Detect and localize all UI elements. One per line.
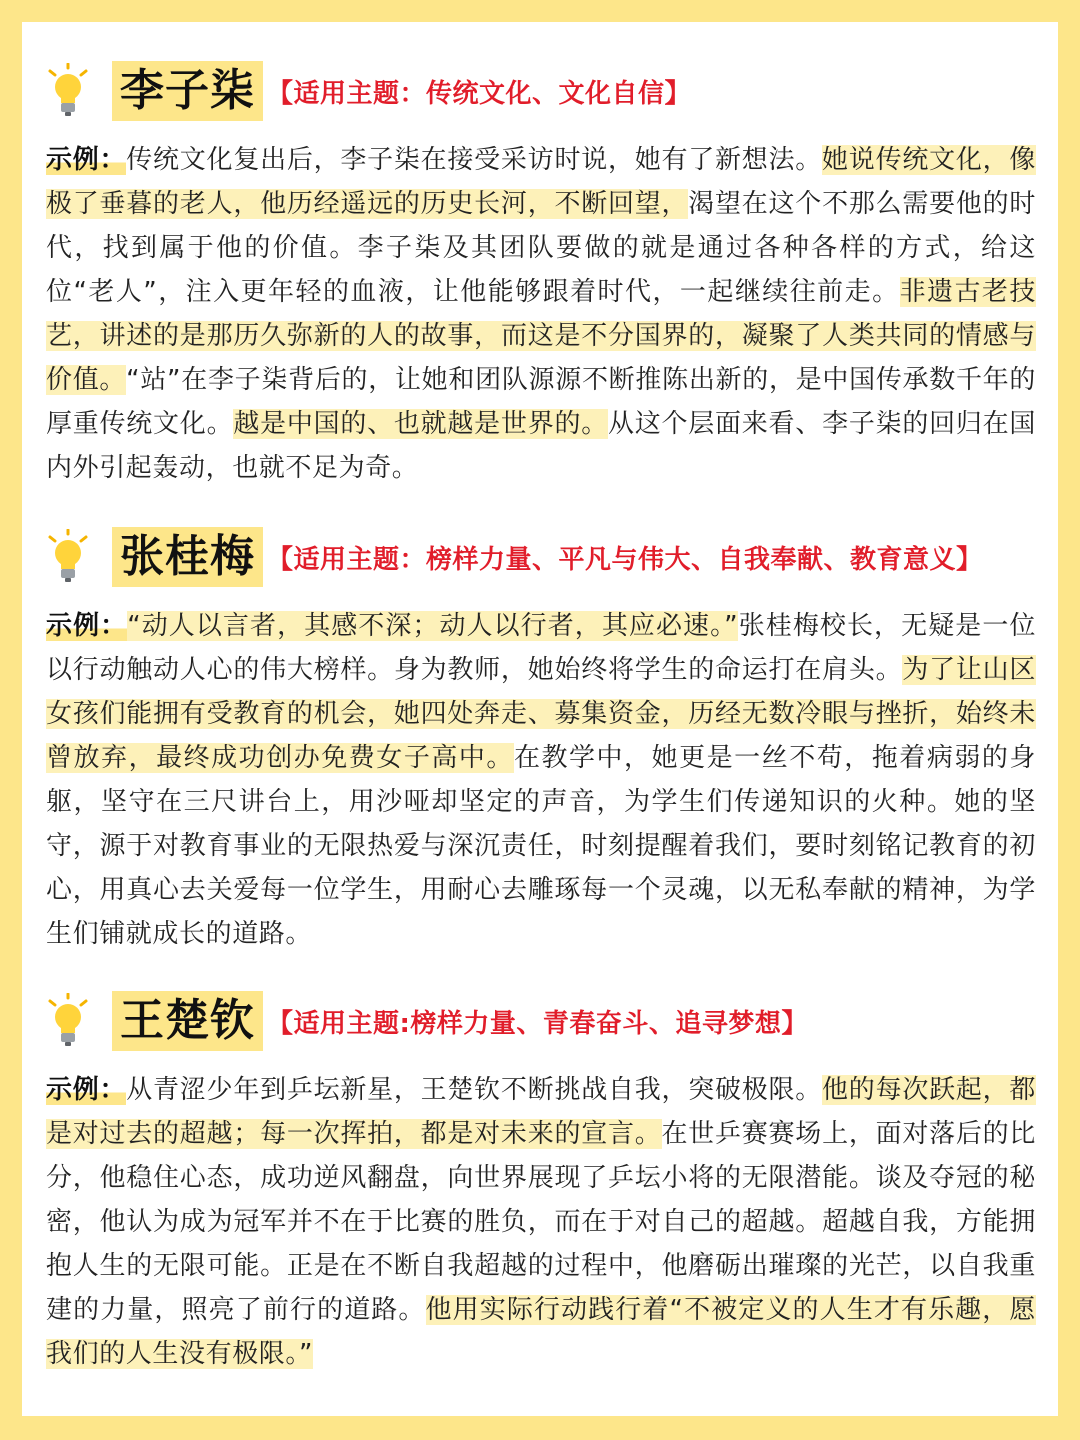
section-header bbox=[46, 58, 1036, 124]
person-name: 李子柒 bbox=[112, 61, 263, 121]
section-1 bbox=[46, 58, 1036, 490]
lightbulb-icon bbox=[46, 529, 90, 585]
text-segment: 从这个层面来看、李子柒的回归在国内外引起轰动，也就不足为奇。 bbox=[46, 409, 1036, 483]
text-segment: 从青涩少年到乒坛新星，王楚钦不断挑战自我，突破极限。 bbox=[126, 1075, 823, 1105]
example-paragraph bbox=[46, 1068, 1036, 1376]
highlighted-segment: 他的每次跃起，都是对过去的超越；每一次挥拍，都是对未来的宣言。 bbox=[46, 1075, 1036, 1149]
section-header bbox=[46, 988, 1036, 1054]
highlighted-segment: “动人以言者，其感不深；动人以行者，其应必速。” bbox=[127, 611, 739, 641]
theme-tag: 【适用主题：榜样力量、平凡与伟大、自我奉献、教育意义】 bbox=[267, 544, 983, 575]
text-segment: 渴望在这个不那么需要他的时代，找到属于他的价值。李子柒及其团队要做的就是通过各种各样的方式，给这位“老人”，注入更年轻的血液，让他能够跟着时代，一起继续往前走。 bbox=[46, 189, 1036, 307]
content-card bbox=[22, 22, 1058, 1416]
highlighted-segment: 为了让山区女孩们能拥有受教育的机会，她四处奔走、募集资金，历经无数冷眼与挫折，始终未曾放弃，最终成功创办免费女子高中。 bbox=[46, 655, 1036, 773]
lightbulb-icon bbox=[46, 63, 90, 119]
text-segment: 张桂梅校长，无疑是一位以行动触动人心的伟大榜样。身为教师，她始终将学生的命运打在肩头。 bbox=[46, 611, 1036, 685]
text-segment: “站”在李子柒背后的，让她和团队源源不断推陈出新的，是中国传承数千年的厚重传统文化。 bbox=[46, 365, 1036, 439]
lightbulb-icon bbox=[46, 993, 90, 1049]
person-name: 张桂梅 bbox=[112, 527, 263, 587]
example-paragraph bbox=[46, 138, 1036, 490]
theme-tag: 【适用主题：传统文化、文化自信】 bbox=[267, 78, 692, 109]
highlighted-segment: 非遗古老技艺，讲述的是那历久弥新的人的故事，而这是不分国界的，凝聚了人类共同的情感与价值。 bbox=[46, 277, 1036, 395]
text-segment: 在世乒赛赛场上，面对落后的比分，他稳住心态，成功逆风翻盘，向世界展现了乒坛小将的无限潜能。谈及夺冠的秘密，他认为成为冠军并不在于比赛的胜负，而在于对自己的超越。超越自我，方能拥抱人生的无限可能。正是在不断自我超越的过程中，他磨砺出璀璨的光芒，以自我重建的力量，照亮了前行的道路。 bbox=[46, 1119, 1036, 1325]
example-label: 示例： bbox=[46, 1075, 127, 1105]
example-label: 示例： bbox=[46, 145, 127, 175]
section-2 bbox=[46, 524, 1036, 956]
highlighted-segment: 越是中国的、也就越是世界的。 bbox=[233, 409, 608, 439]
section-header bbox=[46, 524, 1036, 590]
text-segment: 在教学中，她更是一丝不苟，拖着病弱的身躯，坚守在三尺讲台上，用沙哑却坚定的声音，为学生们传递知识的火种。她的坚守，源于对教育事业的无限热爱与深沉责任，时刻提醒着我们，要时刻铭记教育的初心，用真心去关爱每一位学生，用耐心去雕琢每一个灵魂，以无私奉献的精神，为学生们铺就成长的道路。 bbox=[46, 743, 1036, 949]
text-segment: 传统文化复出后，李子柒在接受采访时说，她有了新想法。 bbox=[126, 145, 823, 175]
example-paragraph bbox=[46, 604, 1036, 956]
section-3 bbox=[46, 988, 1036, 1376]
highlighted-segment: 他用实际行动践行着“不被定义的人生才有乐趣，愿我们的人生没有极限。” bbox=[46, 1295, 1036, 1369]
example-label: 示例： bbox=[46, 611, 128, 641]
theme-tag: 【适用主题:榜样力量、青春奋斗、追寻梦想】 bbox=[267, 1008, 808, 1039]
person-name: 王楚钦 bbox=[112, 991, 263, 1051]
highlighted-segment: 她说传统文化，像极了垂暮的老人，他历经遥远的历史长河，不断回望， bbox=[46, 145, 1036, 219]
